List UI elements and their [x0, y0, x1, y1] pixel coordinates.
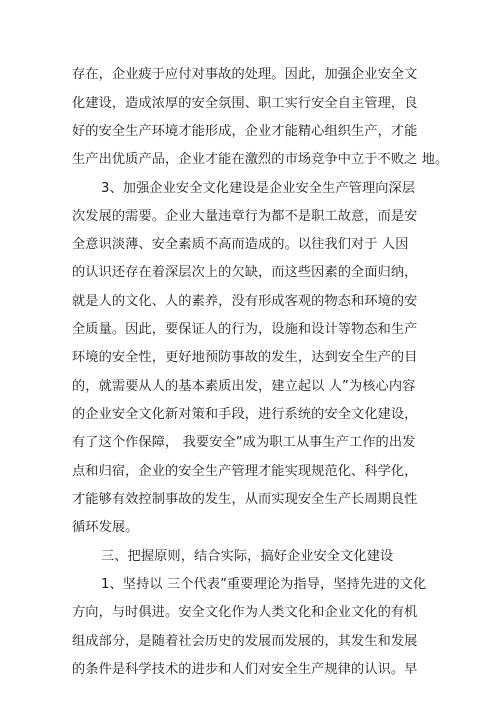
text-line: 3、加强企业安全文化建设是企业安全生产管理向深层: [101, 181, 416, 196]
text-line: 的，就需要从人的基本素质出发，建立起以 人”为核心内容: [72, 379, 416, 394]
text-line: 组成部分，是随着社会历史的发展而发展的，其发生和发展: [72, 634, 418, 649]
text-line: 的条件是科学技术的进步和人们对安全生产规律的认识。早: [72, 662, 418, 677]
text-line: 全意识淡薄、安全素质不高而造成的。以往我们对于 人因: [72, 237, 409, 252]
text-line: 存在，企业疲于应付对事故的处理。因此，加强企业安全文: [72, 67, 418, 82]
text-line: 1、坚持以 三个代表”重要理论为指导，坚持先进的文化: [101, 577, 427, 592]
text-line: 生产出优质产品，企业才能在激烈的市场竞争中立于不败之 地。: [72, 152, 449, 167]
text-line: 全质量。因此，要保证人的行为，设施和设计等物态和生产: [72, 322, 418, 337]
text-line: 好的安全生产环境才能形成，企业才能精心组织生产，才能: [72, 124, 418, 139]
text-line: 环境的安全性，更好地预防事故的发生，达到安全生产的目: [72, 350, 418, 365]
text-line: 方向，与时俱进。安全文化作为人类文化和企业文化的有机: [72, 605, 418, 620]
text-line: 的企业安全文化新对策和手段，进行系统的安全文化建设，: [72, 407, 418, 422]
text-line: 点和归宿，企业的安全生产管理才能实现规范化、科学化，: [72, 464, 418, 479]
text-line: 就是人的文化、人的素养，没有形成客观的物态和环境的安: [72, 294, 418, 309]
section-heading: 三、把握原则，结合实际，搞好企业安全文化建设: [101, 549, 394, 564]
text-line: 次发展的需要。企业大量违章行为都不是职工故意，而是安: [72, 209, 418, 224]
text-line: 循环发展。: [72, 520, 139, 535]
text-line: 化建设，造成浓厚的安全氛围、职工实行安全自主管理，良: [72, 96, 418, 111]
text-line: 的认识还存在着深层次上的欠缺，而这些因素的全面归纳，: [72, 265, 418, 280]
text-line: 有了这个作保障， 我要安全”成为职工从事生产工作的出发: [72, 435, 416, 450]
text-line: 才能够有效控制事故的发生，从而实现安全生产长周期良性: [72, 492, 418, 507]
